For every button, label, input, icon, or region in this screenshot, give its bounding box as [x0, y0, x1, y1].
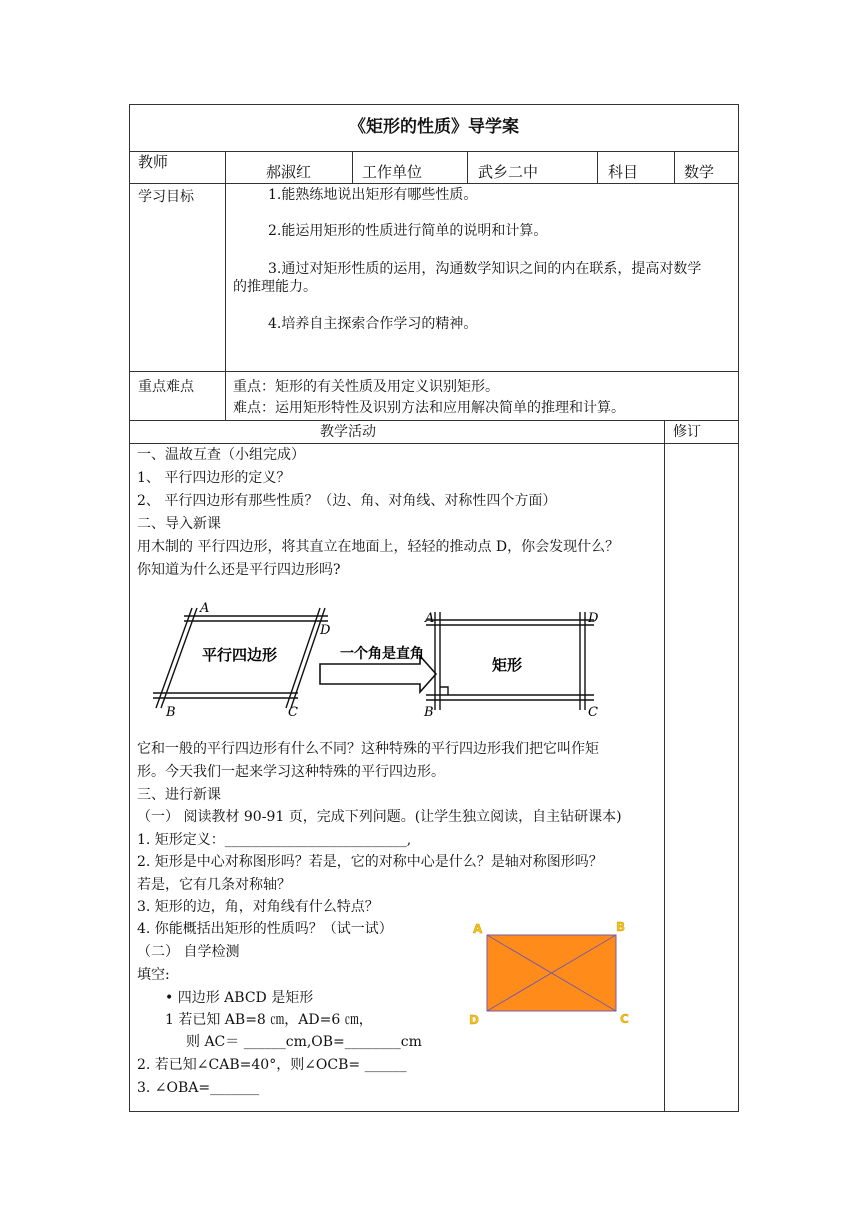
vertex-label: B: [424, 705, 434, 720]
subject-label: 科目: [608, 163, 639, 181]
body-line: （一） 阅读教材 90-91 页，完成下列问题。(让学生独立阅读，自主钻研课本): [137, 809, 622, 825]
rectangle-label: 矩形: [492, 656, 523, 674]
body-line: 二、导入新课: [137, 516, 221, 532]
rectangle-abcd-figure: [466, 916, 638, 1030]
self-test-q1a: 1 若已知 AB=8 ㎝，AD=6 ㎝，: [165, 1012, 373, 1028]
table-rule: [664, 420, 665, 1112]
page-title: 《矩形的性质》导学案: [349, 117, 519, 137]
self-test-heading: （二） 自学检测: [137, 944, 240, 960]
body-line: 1、 平行四边形的定义？: [137, 470, 291, 486]
table-rule: [225, 183, 226, 421]
vertex-label: A: [200, 601, 210, 616]
self-test-fill: 填空:: [137, 967, 170, 983]
table-rule: [129, 371, 739, 372]
body-line: 你知道为什么还是平行四边形吗?: [137, 562, 341, 578]
unit-value: 武乡二中: [478, 163, 539, 181]
table-rule: [129, 151, 739, 152]
table-border-bottom: [129, 1111, 739, 1112]
vertex-label: D: [588, 611, 599, 626]
question-line: 若是，它有几条对称轴？: [137, 877, 291, 893]
objective-item: 2.能运用矩形的性质进行简单的说明和计算。: [268, 223, 548, 239]
self-test-bullet: • 四边形 ABCD 是矩形: [165, 990, 314, 1006]
keypoints-focus: 重点：矩形的有关性质及用定义识别矩形。: [233, 379, 499, 395]
table-rule: [467, 151, 468, 184]
vertex-label: A: [425, 611, 435, 626]
objective-item: 的推理能力。: [233, 279, 317, 295]
body-line: 形。今天我们一起来学习这种特殊的平行四边形。: [137, 764, 445, 780]
table-border-top: [129, 104, 739, 105]
table-rule: [352, 151, 353, 184]
body-line: 它和一般的平行四边形有什么不同？这种特殊的平行四边形我们把它叫作矩: [137, 741, 599, 757]
subject-value: 数学: [684, 163, 715, 181]
arrow-label: 一个角是直角: [340, 646, 424, 662]
table-border-left: [129, 104, 130, 1112]
table-rule: [129, 443, 739, 444]
vertex-label: C: [288, 705, 298, 720]
keypoints-difficulty: 难点：运用矩形特性及识别方法和应用解决简单的推理和计算。: [233, 400, 625, 416]
body-line: 2、 平行四边形有那些性质？（边、角、对角线、对称性四个方面）: [137, 493, 557, 509]
table-rule: [129, 420, 739, 421]
vertex-label: D: [320, 623, 331, 638]
table-rule: [225, 151, 226, 184]
vertex-label: B: [616, 920, 626, 934]
vertex-label: D: [469, 1013, 479, 1027]
vertex-label: C: [588, 705, 598, 720]
question-line: 2. 矩形是中心对称图形吗？若是，它的对称中心是什么？是轴对称图形吗？: [137, 854, 603, 870]
teacher-label: 教师: [138, 153, 169, 171]
body-line: 一、温故互查（小组完成）: [137, 447, 305, 463]
revision-header: 修订: [673, 424, 701, 440]
objective-item: 3.通过对矩形性质的运用，沟通数学知识之间的内在联系，提高对数学: [268, 261, 702, 277]
table-rule: [597, 151, 598, 184]
activity-header: 教学活动: [320, 424, 376, 440]
vertex-label: C: [620, 1012, 629, 1026]
vertex-label: B: [166, 705, 176, 720]
teacher-name: 郝淑红: [266, 163, 312, 181]
parallelogram-to-rectangle-figure: [148, 598, 618, 723]
table-rule: [674, 151, 675, 184]
question-line: 3. 矩形的边，角，对角线有什么特点？: [137, 899, 379, 915]
body-line: 三、进行新课: [137, 787, 221, 803]
question-line: 4. 你能概括出矩形的性质吗？（试一试）: [137, 921, 393, 937]
objectives-label: 学习目标: [138, 189, 194, 205]
body-line: 用木制的 平行四边形，将其直立在地面上，轻轻的推动点 D，你会发现什么？: [137, 539, 620, 555]
question-line: 1. 矩形定义：__________________________,: [137, 832, 412, 848]
table-border-right: [738, 104, 739, 1112]
objective-item: 4.培养自主探索合作学习的精神。: [268, 316, 478, 332]
vertex-label: A: [473, 922, 483, 936]
objective-item: 1.能熟练地说出矩形有哪些性质。: [268, 187, 478, 203]
keypoints-label: 重点难点: [138, 379, 194, 395]
parallelogram-label: 平行四边形: [202, 646, 278, 664]
unit-label: 工作单位: [362, 163, 423, 181]
table-rule: [129, 183, 739, 184]
self-test-q2: 2. 若已知∠CAB=40°，则∠OCB= ______: [137, 1057, 407, 1073]
self-test-q1b: 则 AC＝ ______cm,OB=________cm: [186, 1034, 422, 1050]
self-test-q3: 3. ∠OBA=_______: [137, 1080, 260, 1096]
